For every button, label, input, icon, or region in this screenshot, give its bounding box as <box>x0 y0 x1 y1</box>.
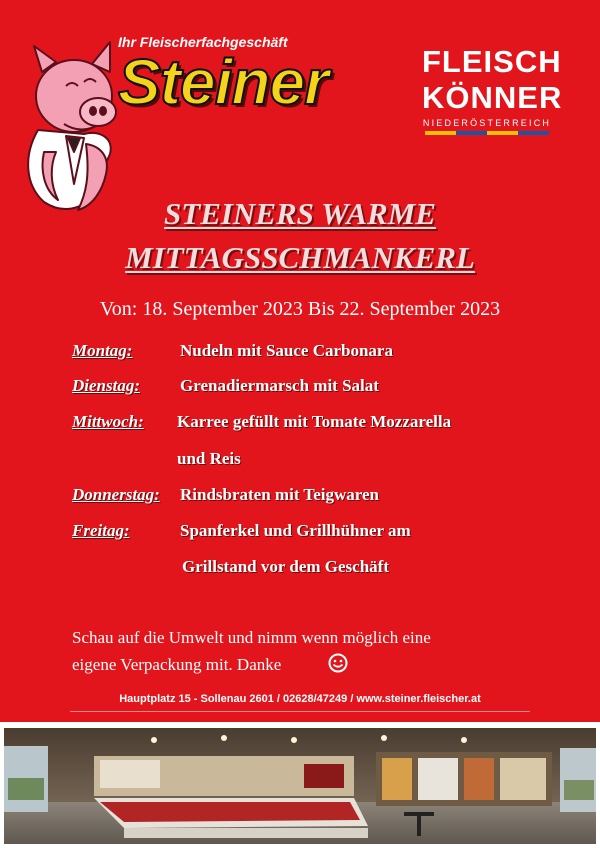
brand-logo: Steiner <box>118 46 328 118</box>
title-line1: STEINERS WARME <box>164 196 436 231</box>
smiley-face-icon <box>328 653 348 673</box>
dish-wednesday-line1: Karree gefüllt mit Tomate Mozzarella <box>177 412 452 431</box>
dish-thursday: Rindsbraten mit Teigwaren <box>180 485 379 504</box>
dish-tuesday: Grenadiermarsch mit Salat <box>180 376 379 395</box>
fleischkoenner-region: NIEDERÖSTERREICH <box>422 118 552 128</box>
fleischkoenner-line2: KÖNNER <box>422 80 563 115</box>
day-friday: Freitag: <box>72 521 130 540</box>
flag-stripe <box>456 131 487 135</box>
fleischkoenner-logo <box>422 44 563 135</box>
eco-note-line2: eigene Verpackung mit. Danke <box>72 655 282 674</box>
address-footer: Hauptplatz 15 - Sollenau 2601 / 02628/47249 / www.steiner.fleischer.at <box>119 693 481 705</box>
date-range: Von: 18. September 2023 Bis 22. September 2023 <box>99 298 501 320</box>
pig-butcher-mascot-icon <box>14 34 134 216</box>
dish-friday-line1: Spanferkel und Grillhühner am <box>180 521 411 540</box>
dish-wednesday-line2: und Reis <box>177 449 241 468</box>
footer-divider <box>70 711 530 712</box>
flag-stripe <box>487 131 518 135</box>
title-line2: MITTAGSSCHMANKERL <box>125 240 475 275</box>
eco-note-line1: Schau auf die Umwelt und nimm wenn möglich eine <box>72 628 431 647</box>
day-thursday: Donnerstag: <box>72 485 160 504</box>
flag-stripe <box>518 131 549 135</box>
day-tuesday: Dienstag: <box>72 376 140 395</box>
dish-friday-line2: Grillstand vor dem Geschäft <box>182 557 389 576</box>
dish-monday: Nudeln mit Sauce Carbonara <box>180 341 393 360</box>
flag-stripe <box>425 131 456 135</box>
tagline: Ihr Fleischerfachgeschäft <box>118 34 288 50</box>
fleischkoenner-line1: FLEISCH <box>422 44 562 79</box>
flag-stripes <box>425 131 549 135</box>
shop-interior-panorama-photo <box>4 728 596 844</box>
day-wednesday: Mittwoch: <box>72 412 144 431</box>
day-monday: Montag: <box>72 341 133 360</box>
